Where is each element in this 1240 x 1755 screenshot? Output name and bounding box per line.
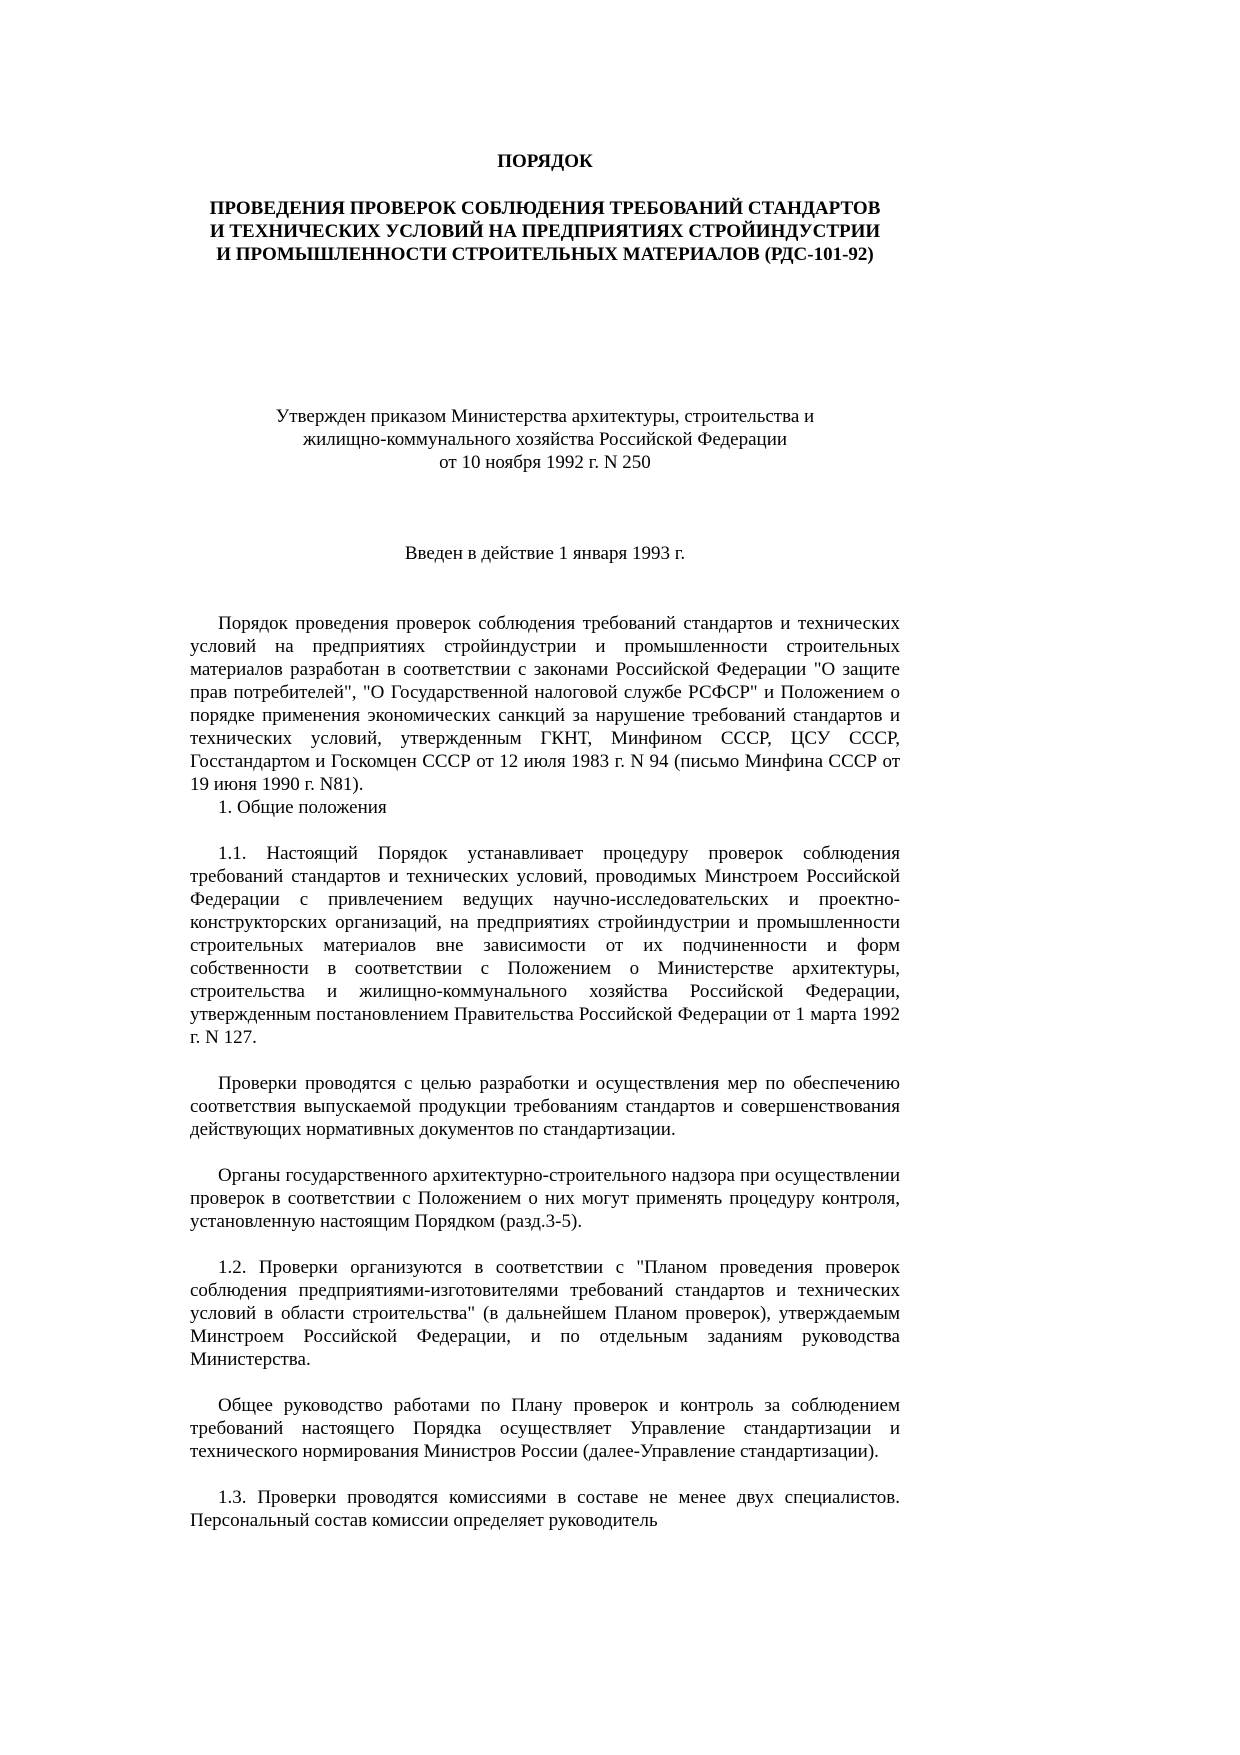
subtitle-line: И ПРОМЫШЛЕННОСТИ СТРОИТЕЛЬНЫХ МАТЕРИАЛОВ (РДС-101-92): [216, 244, 874, 265]
paragraph: 1.1. Настоящий Порядок устанавливает процедуру проверок соблюдения требований стандартов и технических условий, проводимых Минстроем Российской Федерации с привлечением ведущих научно-исследовательских и проектно-конструкторских организаций, на предприятиях стройиндустрии и промышленности строительных материалов вне зависимости от их подчиненности и форм собственности в соответствии с Положением о Министерстве архитектуры, строительства и жилищно-коммунального хозяйства Российской Федерации, утвержденным постановлением Правительства Российской Федерации от 1 марта 1992 г. N 127.: [190, 843, 900, 1048]
paragraph: 1.2. Проверки организуются в соответствии с "Планом проведения проверок соблюдения предприятиями-изготовителями требований стандартов и технических условий в области строительства" (в дальнейшем Планом проверок), утверждаемым Минстроем Российской Федерации, и по отдельным заданиям руководства Министерства.: [190, 1257, 900, 1370]
document-body: [190, 612, 900, 1532]
effective-date: Введен в действие 1 января 1993 г.: [404, 543, 686, 564]
approval-line: жилищно-коммунального хозяйства Российской Федерации: [302, 429, 788, 450]
subtitle-line: ПРОВЕДЕНИЯ ПРОВЕРОК СОБЛЮДЕНИЯ ТРЕБОВАНИЙ СТАНДАРТОВ: [209, 198, 881, 219]
paragraph: Органы государственного архитектурно-строительного надзора при осуществлении проверок в соответствии с Положением о них могут применять процедуру контроля, установленную настоящим Порядком (разд.3-5).: [190, 1165, 900, 1232]
approval-line: Утвержден приказом Министерства архитектуры, строительства и: [275, 406, 815, 427]
approval-note: [190, 405, 900, 474]
approval-line: от 10 ноября 1992 г. N 250: [439, 452, 651, 473]
document-subtitle: [190, 197, 900, 266]
paragraph: Порядок проведения проверок соблюдения требований стандартов и технических условий на предприятиях стройиндустрии и промышленности строительных материалов разработан в соответствии с законами Российской Федерации "О защите прав потребителей", "О Государственной налоговой службе РСФСР" и Положением о порядке применения экономических санкций за нарушение требований стандартов и технических условий, утвержденным ГКНТ, Минфином СССР, ЦСУ СССР, Госстандартом и Госкомцен СССР от 12 июля 1983 г. N 94 (письмо Минфина СССР от 19 июня 1990 г. N81).: [190, 613, 900, 795]
paragraph: Проверки проводятся с целью разработки и осуществления мер по обеспечению соответствия выпускаемой продукции требованиям стандартов и совершенствования действующих нормативных документов по стандартизации.: [190, 1073, 900, 1140]
paragraph: Общее руководство работами по Плану проверок и контроль за соблюдением требований настоящего Порядка осуществляет Управление стандартизации и технического нормирования Министров России (далее-Управление стандартизации).: [190, 1395, 900, 1462]
title-block: [190, 150, 900, 266]
section-heading: 1. Общие положения: [218, 797, 387, 818]
paragraph: 1.3. Проверки проводятся комиссиями в составе не менее двух специалистов. Персональный состав комиссии определяет руководитель: [190, 1487, 900, 1531]
document-title: ПОРЯДОК: [497, 151, 593, 172]
subtitle-line: И ТЕХНИЧЕСКИХ УСЛОВИЙ НА ПРЕДПРИЯТИЯХ СТРОЙИНДУСТРИИ: [209, 221, 881, 242]
